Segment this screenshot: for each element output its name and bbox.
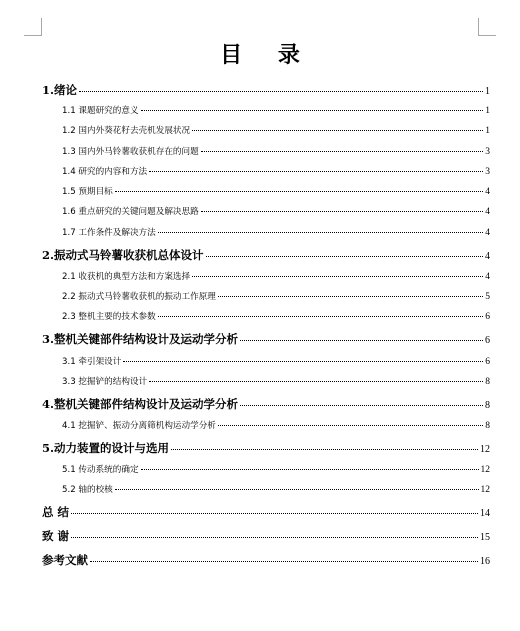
toc-entry-page: 4 [485, 251, 490, 262]
toc-entry-label: 1.5 预期目标 [62, 187, 113, 197]
toc-entry-page: 6 [485, 312, 490, 322]
toc-entry-page: 8 [485, 400, 490, 411]
dot-leader [123, 361, 483, 362]
dot-leader [149, 171, 483, 172]
toc-entry-page: 4 [485, 228, 490, 238]
toc-entry-label: 4.1 挖掘铲、振动分离筛机构运动学分析 [62, 421, 216, 431]
toc-entry-section-3-3[interactable] [62, 375, 490, 387]
toc-entry-label: 1.6 重点研究的关键问题及解决思路 [62, 207, 199, 217]
toc-entry-section-1-6[interactable] [62, 205, 490, 217]
toc-entry-label: 2.2 振动式马铃薯收获机的振动工作原理 [62, 292, 216, 302]
dot-leader [115, 191, 483, 192]
dot-leader [158, 316, 484, 317]
toc-entry-page: 4 [485, 207, 490, 217]
toc-entry-page: 8 [485, 421, 490, 431]
toc-entry-page: 4 [485, 272, 490, 282]
toc-entry-label: 3.1 牵引架设计 [62, 357, 122, 367]
toc-entry-page: 5 [485, 292, 490, 302]
toc-entry-label: 1.1 课题研究的意义 [62, 106, 139, 116]
toc-entry-page: 12 [480, 485, 490, 495]
toc-entry-label: 5.动力装置的设计与选用 [42, 441, 170, 455]
toc-entry-section-1-1[interactable] [62, 104, 490, 116]
toc-entry-page: 1 [485, 106, 490, 116]
toc-entry-page: 4 [485, 187, 490, 197]
page-title: 目 录 [220, 42, 314, 68]
toc-entry-section-2-3[interactable] [62, 310, 490, 322]
toc-entry-label: 2.振动式马铃薯收获机总体设计 [42, 248, 204, 262]
toc-entry-page: 12 [480, 465, 490, 475]
toc-entry-label: 参考文献 [42, 553, 88, 567]
toc-entry-section-1-3[interactable] [62, 145, 490, 157]
dot-leader [192, 276, 483, 277]
toc-entry-label: 3.整机关键部件结构设计及运动学分析 [42, 332, 239, 346]
toc-entry-label: 1.4 研究的内容和方法 [62, 167, 148, 177]
toc-entry-chapter-1[interactable] [42, 82, 490, 98]
dot-leader [158, 232, 484, 233]
dot-leader [149, 381, 483, 382]
toc-entry-section-3-1[interactable] [62, 355, 490, 367]
toc-entry-acknowledgements[interactable] [42, 528, 490, 544]
dot-leader [218, 425, 483, 426]
toc-entry-page: 6 [485, 357, 490, 367]
toc-entry-page: 16 [480, 556, 490, 567]
toc-entry-section-1-4[interactable] [62, 165, 490, 177]
toc-entry-section-5-2[interactable] [62, 483, 490, 495]
toc-entry-page: 3 [485, 147, 490, 157]
toc-entry-page: 12 [480, 444, 490, 455]
toc-entry-label: 1.绪论 [42, 83, 78, 97]
toc-entry-page: 6 [485, 335, 490, 346]
toc-entry-section-2-1[interactable] [62, 270, 490, 282]
toc-entry-label: 总 结 [42, 505, 70, 519]
toc-entry-chapter-4[interactable] [42, 396, 490, 412]
toc-entry-label: 1.7 工作条件及解决方法 [62, 228, 156, 238]
toc-entry-label: 1.3 国内外马铃薯收获机存在的问题 [62, 147, 199, 157]
dot-leader [240, 405, 483, 406]
toc-entry-label: 2.3 整机主要的技术参数 [62, 312, 156, 322]
toc-entry-label: 5.1 传动系统的确定 [62, 465, 139, 475]
toc-entry-section-2-2[interactable] [62, 290, 490, 302]
dot-leader [201, 211, 484, 212]
crop-mark-top-right [478, 18, 496, 36]
toc-entry-label: 5.2 轴的校核 [62, 485, 113, 495]
toc-entry-page: 1 [485, 126, 490, 136]
dot-leader [171, 449, 478, 450]
dot-leader [71, 537, 478, 538]
toc-entry-page: 8 [485, 377, 490, 387]
toc-entry-section-1-5[interactable] [62, 185, 490, 197]
toc-entry-page: 3 [485, 167, 490, 177]
toc-entry-label: 致 谢 [42, 529, 70, 543]
toc-entry-label: 1.2 国内外葵花籽去壳机发展状况 [62, 126, 191, 136]
toc-entry-summary[interactable] [42, 504, 490, 520]
toc-entry-page: 15 [480, 532, 490, 543]
toc-entry-label: 2.1 收获机的典型方法和方案选择 [62, 272, 191, 282]
dot-leader [141, 469, 479, 470]
dot-leader [206, 256, 483, 257]
toc-entry-label: 4.整机关键部件结构设计及运动学分析 [42, 397, 239, 411]
toc-entry-chapter-5[interactable] [42, 440, 490, 456]
toc-entry-section-4-1[interactable] [62, 419, 490, 431]
dot-leader [201, 151, 484, 152]
toc-entry-section-1-2[interactable] [62, 124, 490, 136]
toc-entry-page: 14 [480, 508, 490, 519]
dot-leader [192, 130, 483, 131]
dot-leader [115, 489, 479, 490]
dot-leader [90, 561, 478, 562]
dot-leader [218, 296, 483, 297]
toc-entry-label: 3.3 挖掘铲的结构设计 [62, 377, 148, 387]
toc-entry-references[interactable] [42, 552, 490, 568]
dot-leader [79, 91, 483, 92]
toc-entry-section-1-7[interactable] [62, 226, 490, 238]
toc-entry-chapter-3[interactable] [42, 331, 490, 347]
toc-entry-chapter-2[interactable] [42, 247, 490, 263]
dot-leader [240, 340, 483, 341]
dot-leader [141, 110, 484, 111]
dot-leader [71, 513, 478, 514]
crop-mark-top-left [24, 18, 42, 36]
toc-entry-page: 1 [485, 86, 490, 97]
toc-entry-section-5-1[interactable] [62, 463, 490, 475]
